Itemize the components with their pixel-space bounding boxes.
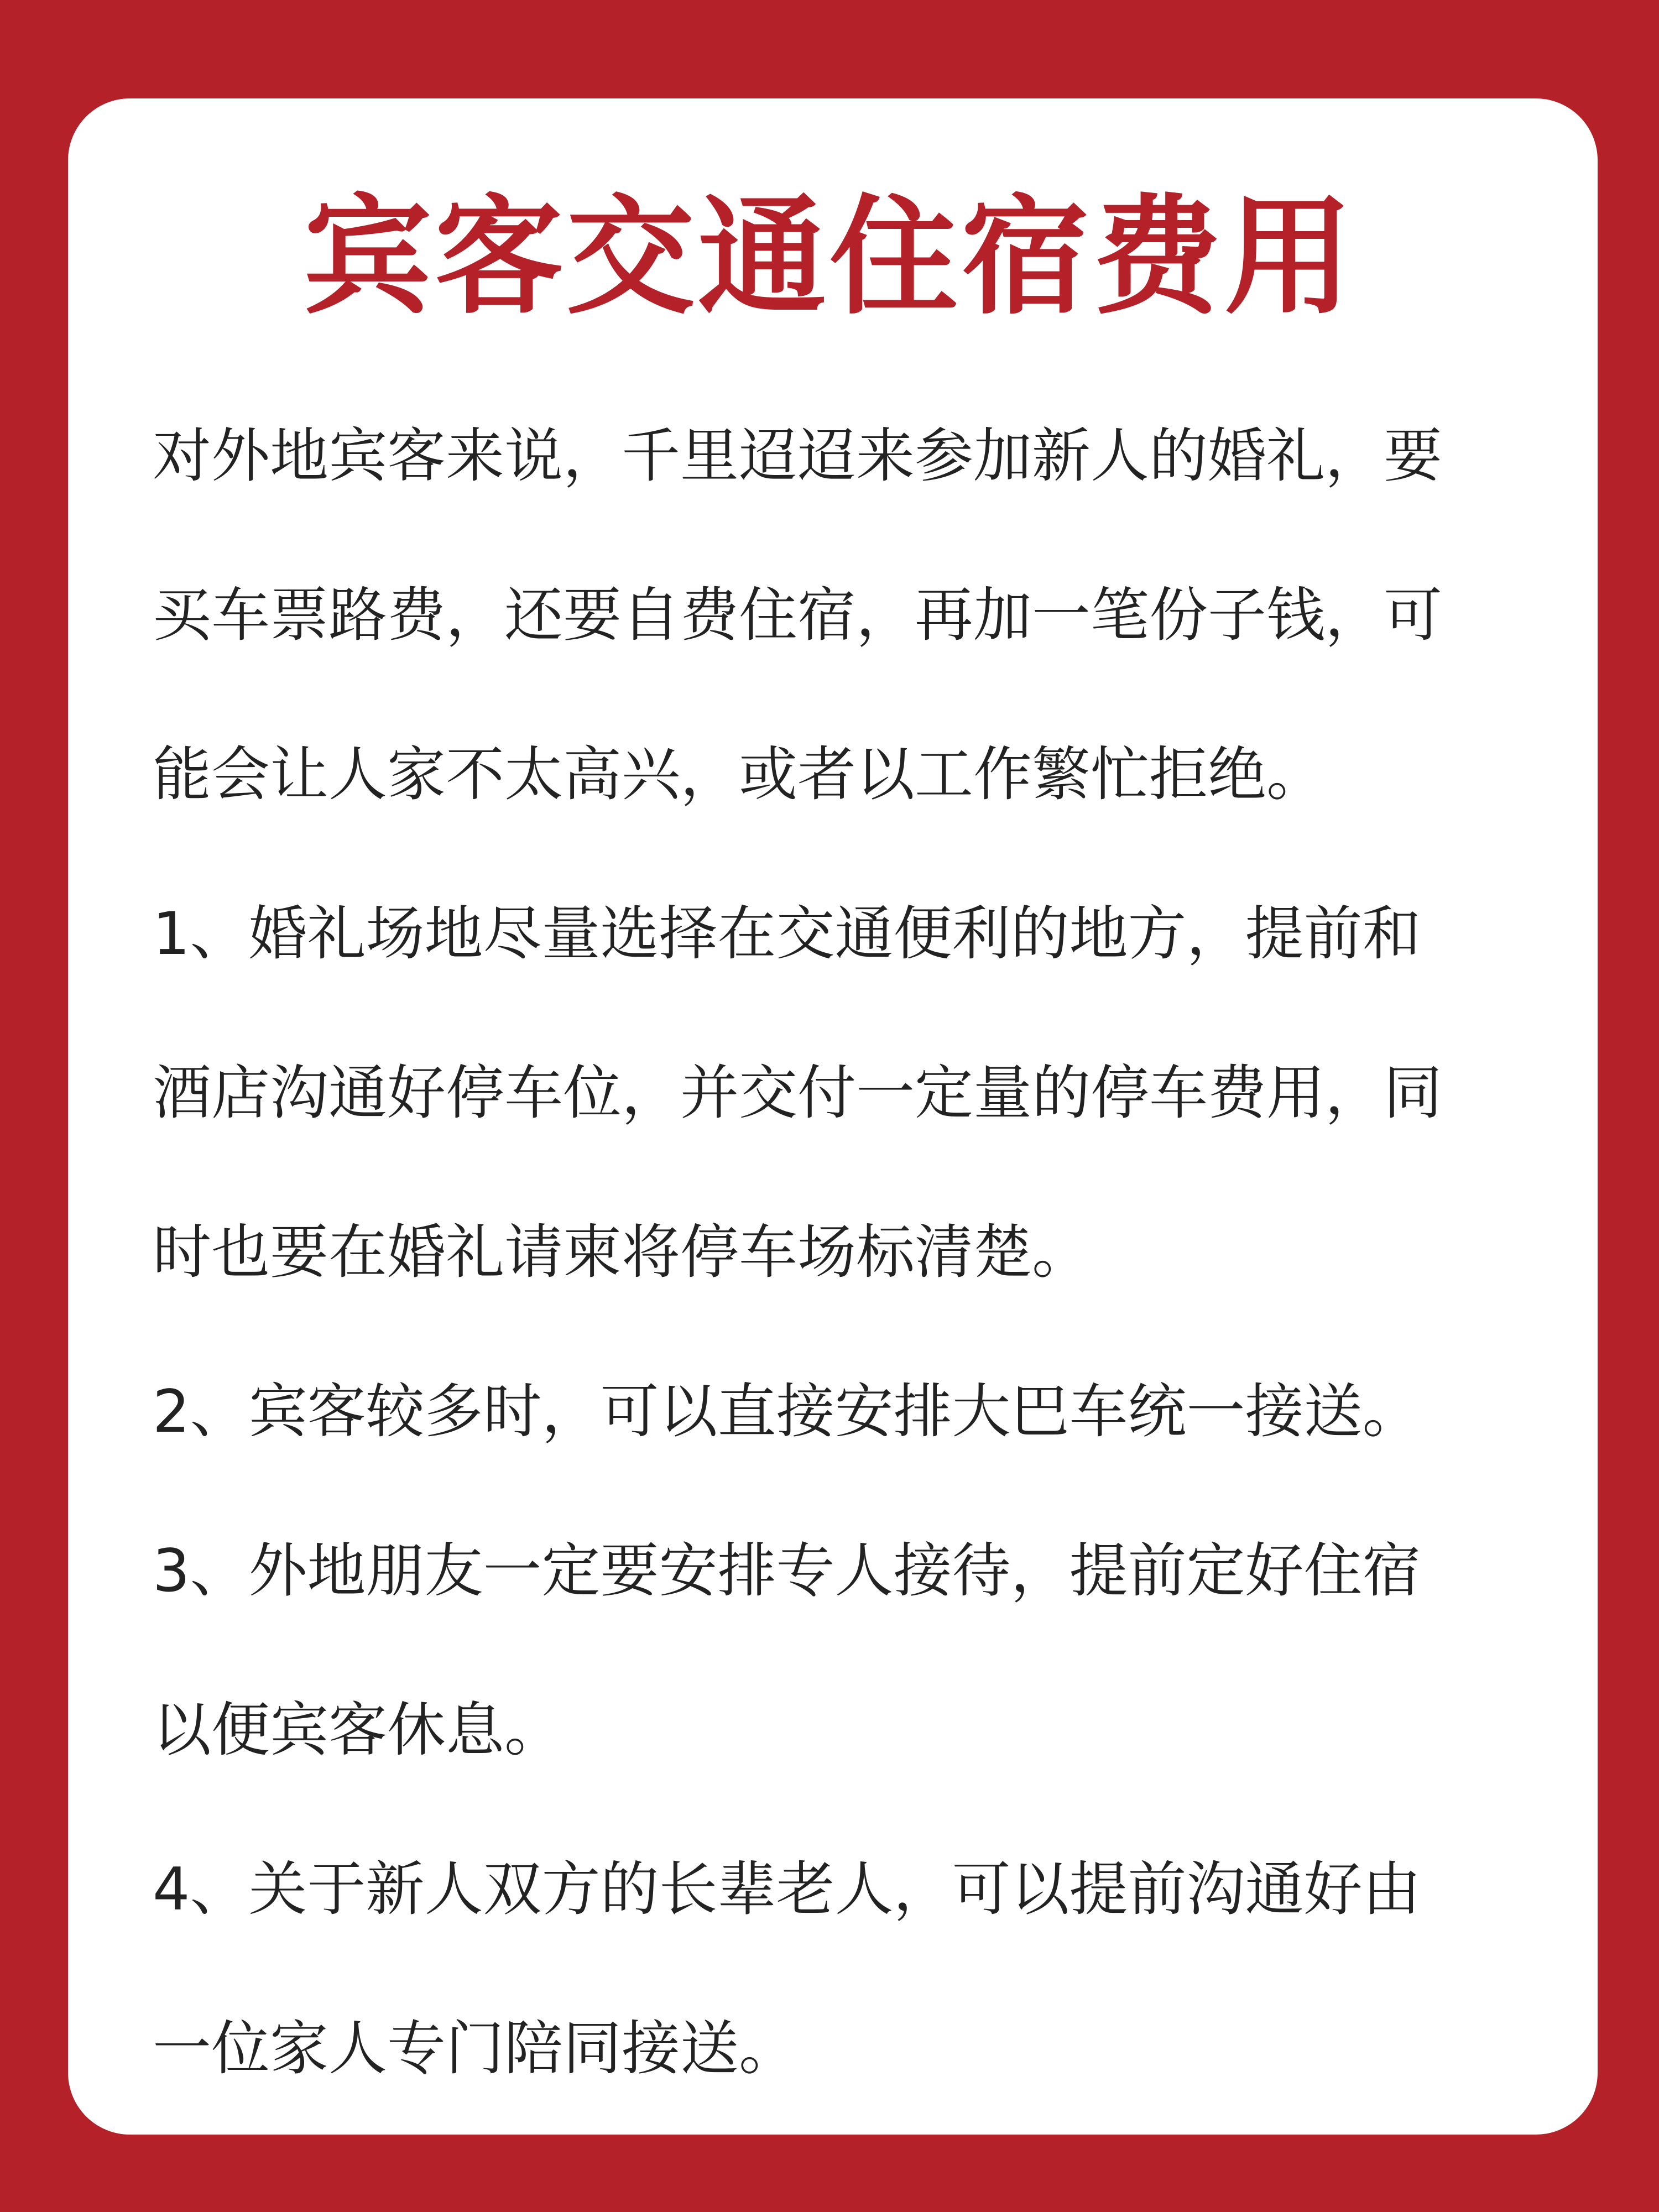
body-line: 以便宾客休息。 [153,1696,563,1764]
page-title: 宾客交通住宿费用 [302,182,1356,332]
body-line: 酒店沟通好停车位，并交付一定量的停车费用，同 [153,1059,1442,1127]
body-line: 买车票路费，还要自费住宿，再加一笔份子钱，可 [153,581,1442,649]
body-line: 4、关于新人双方的长辈老人，可以提前沟通好由 [153,1855,1421,1923]
body-line: 2、宾客较多时，可以直接安排大巴车统一接送。 [153,1378,1421,1446]
body-line: 3、外地朋友一定要安排专人接待，提前定好住宿 [153,1537,1421,1605]
body-line: 一位家人专门陪同接送。 [153,2015,797,2083]
body-line: 能会让人家不太高兴，或者以工作繁忙拒绝。 [153,740,1325,808]
body-line: 时也要在婚礼请柬将停车场标清楚。 [153,1218,1091,1286]
body-line: 1、婚礼场地尽量选择在交通便利的地方，提前和 [153,900,1421,968]
body-line: 对外地宾客来说，千里迢迢来参加新人的婚礼，要 [153,422,1442,490]
